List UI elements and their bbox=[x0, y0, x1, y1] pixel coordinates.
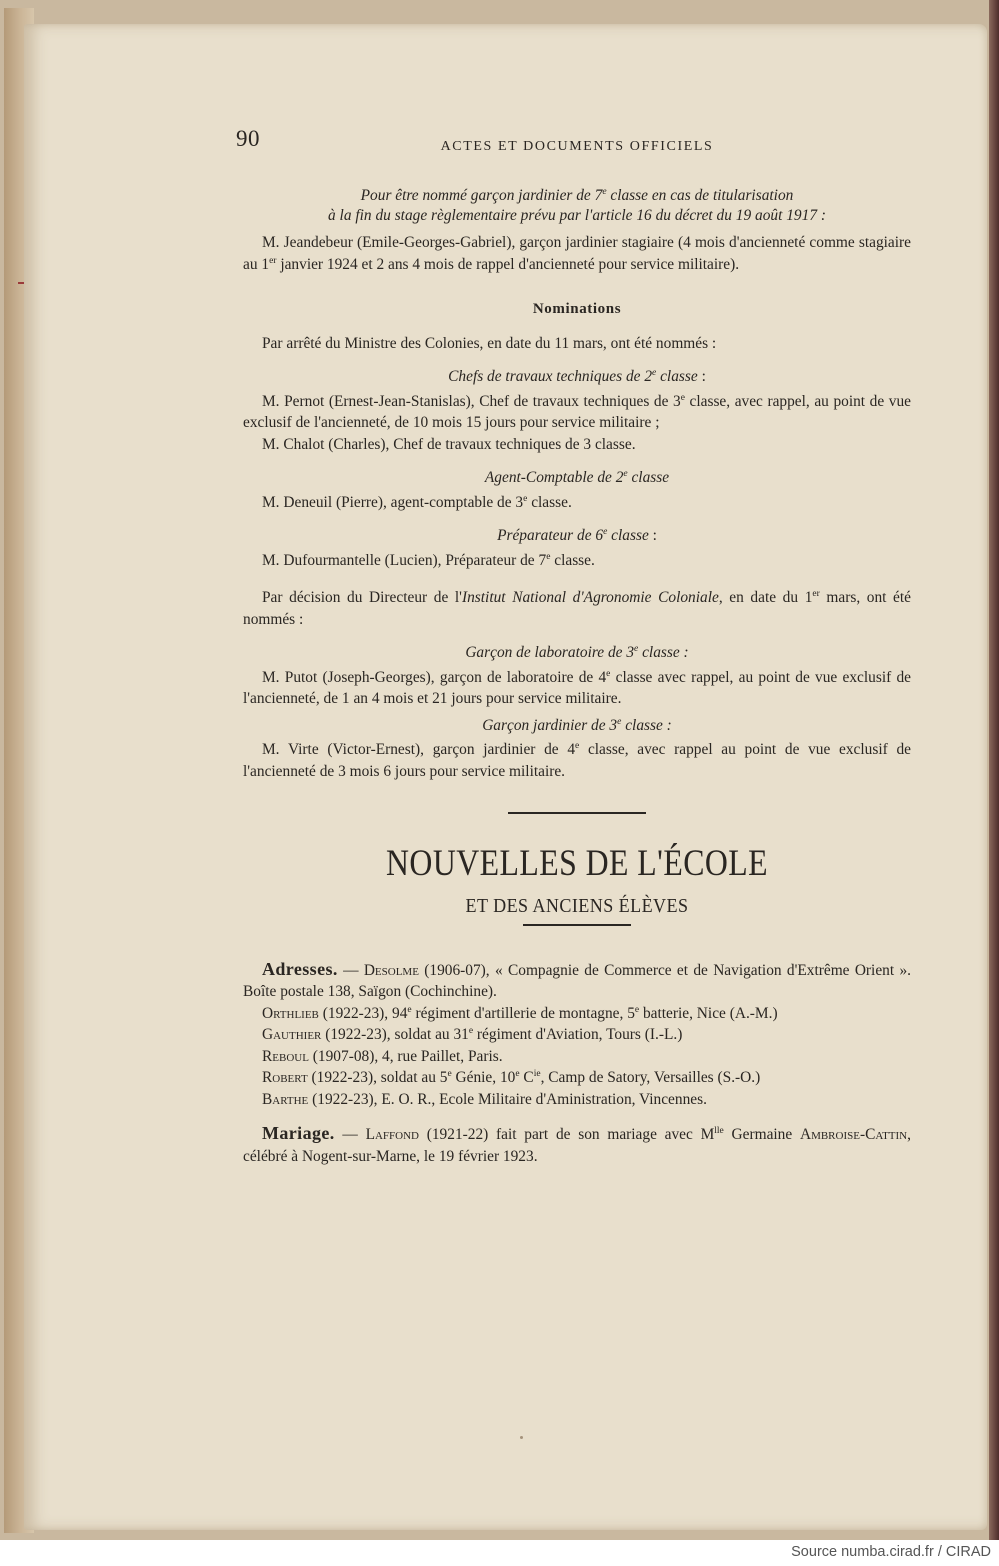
decision-text: Par décision du Directeur de l' bbox=[262, 589, 462, 606]
nominations-intro: Par arrêté du Ministre des Colonies, en date du 11 mars, ont été nommés : bbox=[262, 334, 717, 352]
laboratoire-rubric bbox=[243, 642, 911, 664]
adresse-text: régiment d'Aviation, Tours (I.-L.) bbox=[473, 1026, 683, 1043]
superscript: e bbox=[468, 1026, 474, 1036]
book-binding-edge bbox=[989, 0, 999, 1540]
rubric-text: Préparateur de 6 bbox=[497, 527, 604, 544]
superscript: e bbox=[515, 1069, 520, 1079]
superscript: e bbox=[606, 668, 611, 679]
putot-paragraph bbox=[243, 667, 911, 710]
adresse-text: (1906-07), « Compagnie de Commerce et de Navigation d'Extrême Orient ». Boîte postale 138, Saïgon (Cochinchine). bbox=[243, 961, 911, 1000]
alumnus-name: Barthe bbox=[262, 1090, 309, 1108]
jeandebeur-paragraph bbox=[243, 232, 911, 275]
virte-text: M. Virte (Victor-Ernest), garçon jardinier de 4 bbox=[262, 741, 576, 758]
page-header bbox=[236, 120, 911, 156]
stage-rubric-line2: à la fin du stage règlementaire prévu par l'article 16 du décret du 19 août 1917 : bbox=[328, 207, 826, 224]
mariage-label: Mariage. bbox=[262, 1123, 335, 1143]
rubric-text: Agent-Comptable de 2 bbox=[484, 469, 624, 486]
jeandebeur-text: M. Jeandebeur (Emile-Georges-Gabriel), garçon jardinier stagiaire (4 mois d'ancienneté comme stagiaire au 1 bbox=[243, 234, 911, 273]
superscript: e bbox=[652, 368, 657, 378]
adresse-text: (1922-23), soldat au 31 bbox=[321, 1026, 469, 1043]
superscript: e bbox=[575, 741, 580, 751]
decision-intro bbox=[243, 587, 911, 630]
jeandebeur-text: janvier 1924 et 2 ans 4 mois de rappel d'ancienneté pour service militaire). bbox=[276, 255, 740, 273]
adresse-text: C bbox=[519, 1069, 534, 1086]
agent-rubric bbox=[243, 467, 911, 489]
rubric-colon: : bbox=[697, 368, 706, 385]
adresses-section bbox=[243, 959, 911, 1111]
stage-section bbox=[243, 186, 911, 275]
adresse-entry bbox=[243, 1046, 911, 1068]
superscript: e bbox=[617, 716, 622, 727]
section-rule-top bbox=[508, 812, 646, 814]
adresse-entry bbox=[243, 959, 911, 1003]
alumnus-name: Reboul bbox=[262, 1047, 309, 1065]
preparateur-rubric bbox=[243, 525, 911, 547]
adresses-label: Adresses. bbox=[262, 958, 338, 979]
nominations-section bbox=[243, 299, 911, 571]
virte-text: classe, avec rappel au point de vue exclusif de l'ancienneté de 3 mois 6 jours pour service militaire. bbox=[243, 741, 911, 780]
stage-rubric-text: Pour être nommé garçon jardinier de 7 bbox=[360, 187, 603, 204]
rubric-text: classe : bbox=[638, 644, 689, 661]
adresse-entry bbox=[243, 1003, 911, 1025]
pernot-text: classe, avec rappel, au point de vue exclusif de l'ancienneté, de 10 mois 15 jours pour service militaire ; bbox=[243, 392, 911, 431]
rubric-text: Garçon de laboratoire de 3 bbox=[465, 644, 635, 661]
chalot-paragraph: M. Chalot (Charles), Chef de travaux techniques de 3 classe. bbox=[262, 435, 636, 453]
section-rule-bottom bbox=[523, 924, 631, 926]
adresse-text: , Camp de Satory, Versailles (S.-O.) bbox=[540, 1069, 761, 1086]
rubric-text: classe : bbox=[621, 716, 672, 734]
rubric-text: Garçon jardinier de 3 bbox=[482, 716, 618, 734]
chefs-rubric bbox=[243, 366, 911, 388]
adresse-text: (1922-23), E. O. R., Ecole Militaire d'Aministration, Vincennes. bbox=[308, 1090, 707, 1108]
dufourmantelle-text: classe. bbox=[550, 551, 595, 569]
adresse-entry bbox=[243, 1024, 911, 1046]
deneuil-text: M. Deneuil (Pierre), agent-comptable de 3 bbox=[262, 493, 524, 511]
adresse-text: batterie, Nice (A.-M.) bbox=[639, 1004, 778, 1022]
superscript: e bbox=[623, 469, 628, 479]
adresse-text: (1907-08), 4, rue Paillet, Paris. bbox=[308, 1047, 503, 1065]
superscript: e bbox=[603, 527, 608, 537]
superscript: e bbox=[634, 644, 639, 654]
adresse-text: (1922-23), 94 bbox=[318, 1004, 408, 1022]
adresse-text: Génie, 10 bbox=[451, 1069, 516, 1086]
alumnus-name: Robert bbox=[262, 1069, 308, 1086]
superscript: lle bbox=[714, 1126, 724, 1136]
running-head: ACTES ET DOCUMENTS OFFICIELS bbox=[440, 139, 714, 154]
rubric-colon: : bbox=[648, 527, 657, 544]
adresse-entry bbox=[243, 1089, 911, 1111]
superscript: e bbox=[523, 493, 528, 504]
rubric-text: Chefs de travaux techniques de 2 bbox=[448, 368, 653, 385]
mariage-text: , célébré à Nogent-sur-Marne, le 19 février 1923. bbox=[243, 1126, 911, 1165]
rubric-text: classe bbox=[656, 368, 698, 385]
superscript: er bbox=[269, 255, 277, 266]
superscript: e bbox=[546, 551, 551, 562]
margin-mark bbox=[18, 282, 24, 284]
superscript: e bbox=[680, 392, 685, 403]
section-title: NOUVELLES DE L'ÉCOLE bbox=[386, 843, 768, 884]
adresse-entry bbox=[243, 1067, 911, 1089]
alumnus-name: Orthlieb bbox=[262, 1004, 319, 1022]
superscript: e bbox=[407, 1004, 412, 1015]
mariage-section bbox=[243, 1123, 911, 1167]
dash: — bbox=[334, 1126, 366, 1143]
alumnus-name: Laffond bbox=[365, 1126, 419, 1143]
deneuil-text: classe. bbox=[527, 493, 572, 511]
jardinier-rubric bbox=[243, 715, 911, 737]
stage-rubric-text: classe en cas de titularisation bbox=[606, 187, 794, 204]
section-subtitle: ET DES ANCIENS ÉLÈVES bbox=[465, 895, 689, 917]
dufourmantelle-paragraph bbox=[243, 550, 911, 572]
mariage-paragraph bbox=[243, 1123, 911, 1167]
rubric-text: classe bbox=[627, 469, 670, 486]
superscript: e bbox=[447, 1069, 452, 1079]
source-credit: Source numba.cirad.fr / CIRAD bbox=[791, 1544, 991, 1560]
superscript: e bbox=[602, 187, 607, 197]
pernot-paragraph bbox=[243, 391, 911, 434]
decision-text: mars, ont été nommés : bbox=[243, 589, 912, 628]
superscript: e bbox=[634, 1004, 640, 1015]
adresse-text: régiment d'artillerie de montagne, 5 bbox=[411, 1004, 635, 1022]
paper-speck bbox=[520, 1436, 523, 1439]
deneuil-paragraph bbox=[243, 492, 911, 514]
mariage-text: (1921-22) fait part de son mariage avec M bbox=[418, 1126, 715, 1143]
page-number: 90 bbox=[236, 126, 260, 151]
putot-text: M. Putot (Joseph-Georges), garçon de laboratoire de 4 bbox=[262, 668, 607, 686]
decision-section bbox=[243, 587, 911, 782]
page-content bbox=[236, 120, 912, 1167]
mariage-text: Germaine bbox=[723, 1126, 800, 1143]
virte-paragraph bbox=[243, 739, 911, 782]
stage-rubric bbox=[243, 186, 911, 226]
rubric-text: classe bbox=[607, 527, 649, 544]
adresse-text: (1922-23), soldat au 5 bbox=[307, 1069, 448, 1086]
alumnus-name: Desolme bbox=[363, 961, 419, 979]
superscript: ie bbox=[533, 1069, 541, 1079]
bride-name: Ambroise-Cattin bbox=[799, 1126, 908, 1143]
putot-text: classe avec rappel, au point de vue exclusif de l'ancienneté, de 1 an 4 mois et 21 jours pour service militaire. bbox=[243, 668, 912, 707]
nominations-heading: Nominations bbox=[532, 301, 622, 317]
dash: — bbox=[337, 961, 364, 979]
institute-name: Institut National d'Agronomie Coloniale bbox=[461, 589, 719, 606]
dufourmantelle-text: M. Dufourmantelle (Lucien), Préparateur de 7 bbox=[262, 551, 547, 569]
superscript: er bbox=[812, 589, 820, 599]
pernot-text: M. Pernot (Ernest-Jean-Stanislas), Chef de travaux techniques de 3 bbox=[262, 392, 681, 410]
decision-text: , en date du 1 bbox=[718, 589, 813, 606]
alumnus-name: Gauthier bbox=[262, 1026, 322, 1043]
